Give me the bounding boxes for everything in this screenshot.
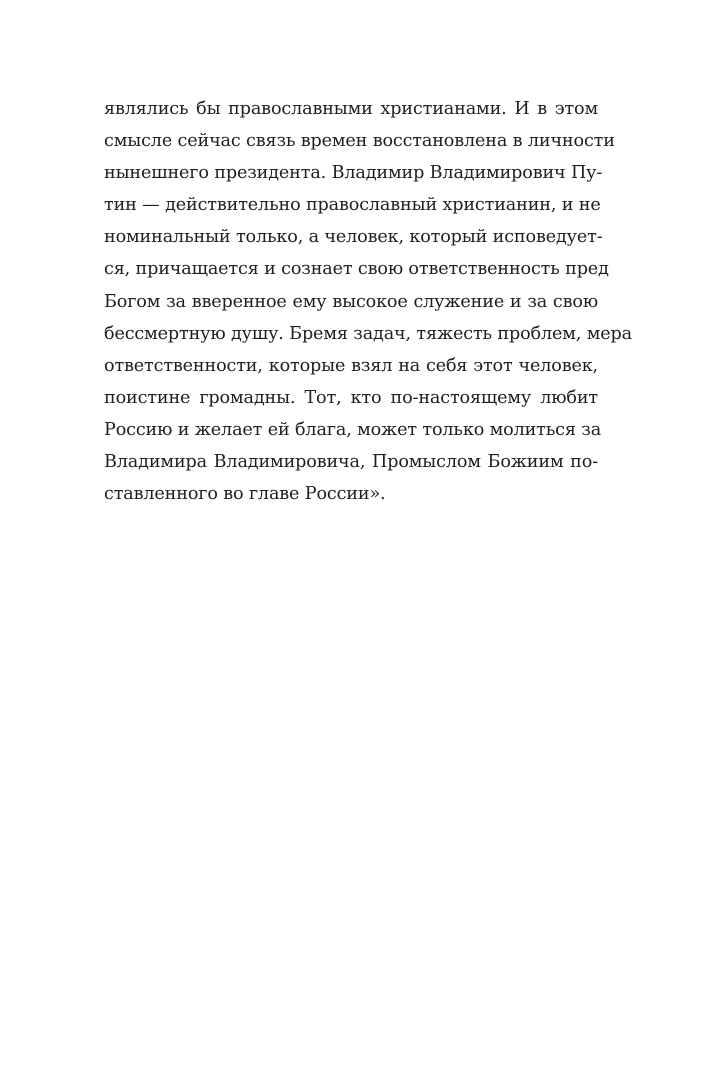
text-line: ответственности, которые взял на себя этот человек, bbox=[104, 355, 598, 376]
text-line: поистине громадны. Тот, кто по-настоящему любит bbox=[104, 387, 598, 408]
text-line: смысле сейчас связь времен восстановлена в личности bbox=[104, 131, 615, 152]
body-paragraph bbox=[104, 93, 632, 510]
text-line: тин — действительно православный христианин, и не bbox=[104, 195, 601, 216]
text-line: Россию и желает ей блага, может только молиться за bbox=[104, 419, 602, 440]
text-line: являлись бы православными христианами. И в этом bbox=[104, 99, 598, 119]
text-line: бессмертную душу. Бремя задач, тяжесть проблем, мера bbox=[104, 323, 632, 344]
text-line: Владимира Владимировича, Промыслом Божиим по- bbox=[104, 452, 598, 473]
text-line-last: ставленного во главе России». bbox=[104, 484, 386, 505]
text-line: ся, причащается и сознает свою ответственность пред bbox=[104, 259, 609, 280]
text-line: номинальный только, а человек, который исповедует- bbox=[104, 227, 603, 248]
text-line: нынешнего президента. Владимир Владимирович Пу- bbox=[104, 163, 603, 184]
text-line: Богом за вверенное ему высокое служение и за свою bbox=[104, 291, 598, 312]
